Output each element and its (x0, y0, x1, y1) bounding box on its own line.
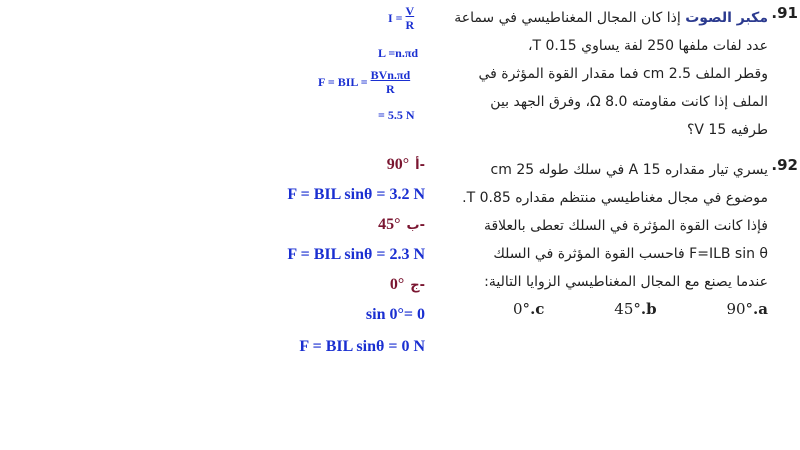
part-a-label: أ- (415, 158, 425, 173)
part-c-angle (390, 276, 425, 294)
current-lhs: I = (388, 10, 403, 25)
part-b-angle-value: 45° (378, 216, 401, 233)
problem-92-line-4: F=ILB sin θ فاحسب القوة المؤثرة في السلك (493, 246, 768, 262)
force-result: = 5.5 N (378, 108, 415, 122)
part-c-label: ج- (410, 278, 425, 293)
option-a-value: 90° (726, 300, 754, 318)
current-fraction (406, 4, 415, 32)
problem-91-line-3: وقطر الملف 2.5 cm فما مقدار القوة المؤثرة في (478, 66, 768, 82)
current-numerator: V (405, 4, 415, 18)
option-c-letter: .c (530, 300, 545, 318)
force-fraction (371, 68, 411, 96)
option-c-value: 0° (513, 300, 531, 318)
force-lhs: F = BIL = (318, 74, 368, 89)
problem-92-options (513, 296, 768, 322)
length-formula: L =n.πd (378, 46, 419, 60)
part-c-equation: F = BIL sinθ = 0 N (299, 338, 425, 355)
option-b-letter: .b (640, 300, 657, 318)
problem-91-line-1 (454, 4, 768, 32)
current-formula (388, 4, 414, 32)
force-numerator: BVn.πd (370, 68, 411, 82)
part-b-angle (378, 216, 425, 234)
problem-92-line-5: عندما يصنع مع المجال المغناطيسي الزوايا التالية: (484, 274, 768, 290)
problem-92 (462, 156, 798, 322)
problem-92-number: .92 (771, 156, 798, 174)
problems-column (454, 4, 798, 322)
current-denominator: R (405, 18, 415, 32)
option-a-letter: .a (753, 300, 768, 318)
problem-92-line-1: يسري تيار مقداره 15 A في سلك طوله 25 cm (490, 162, 768, 178)
part-b-label: ب- (406, 218, 425, 233)
force-formula (318, 68, 410, 96)
part-a-equation: F = BIL sinθ = 3.2 N (287, 186, 425, 203)
part-a-angle-value: 90° (386, 156, 410, 173)
part-c-sin: sin 0°= 0 (365, 306, 425, 323)
problem-91-number: .91 (771, 4, 798, 22)
problem-91-line-5: طرفيه 15 V؟ (686, 122, 768, 138)
option-a (726, 296, 768, 322)
problem-91-line-4: الملف إذا كانت مقاومته 8.0 Ω، وفرق الجهد بين (490, 94, 768, 110)
option-b-value: 45° (614, 300, 641, 318)
problem-92-line-2: موضوع في مجال مغناطيسي منتظم مقداره 0.85 T. (462, 190, 768, 206)
part-a-angle (387, 156, 425, 174)
part-b-equation: F = BIL sinθ = 2.3 N (287, 246, 425, 263)
problem-91-topic: مكبر الصوت (685, 10, 768, 26)
problem-92-line-3: فإذا كانت القوة المؤثرة في السلك تعطى بالعلاقة (483, 218, 768, 234)
force-denominator: R (386, 82, 395, 96)
option-c (513, 296, 544, 322)
part-c-angle-value: 0° (389, 276, 405, 293)
problem-91-line-2: عدد لفات ملفها 250 لفة يساوي 0.15 T، (527, 38, 768, 54)
problem-91 (454, 4, 798, 144)
problem-91-line-1-text: إذا كان المجال المغناطيسي في سماعة (454, 10, 681, 26)
option-b (614, 296, 656, 322)
